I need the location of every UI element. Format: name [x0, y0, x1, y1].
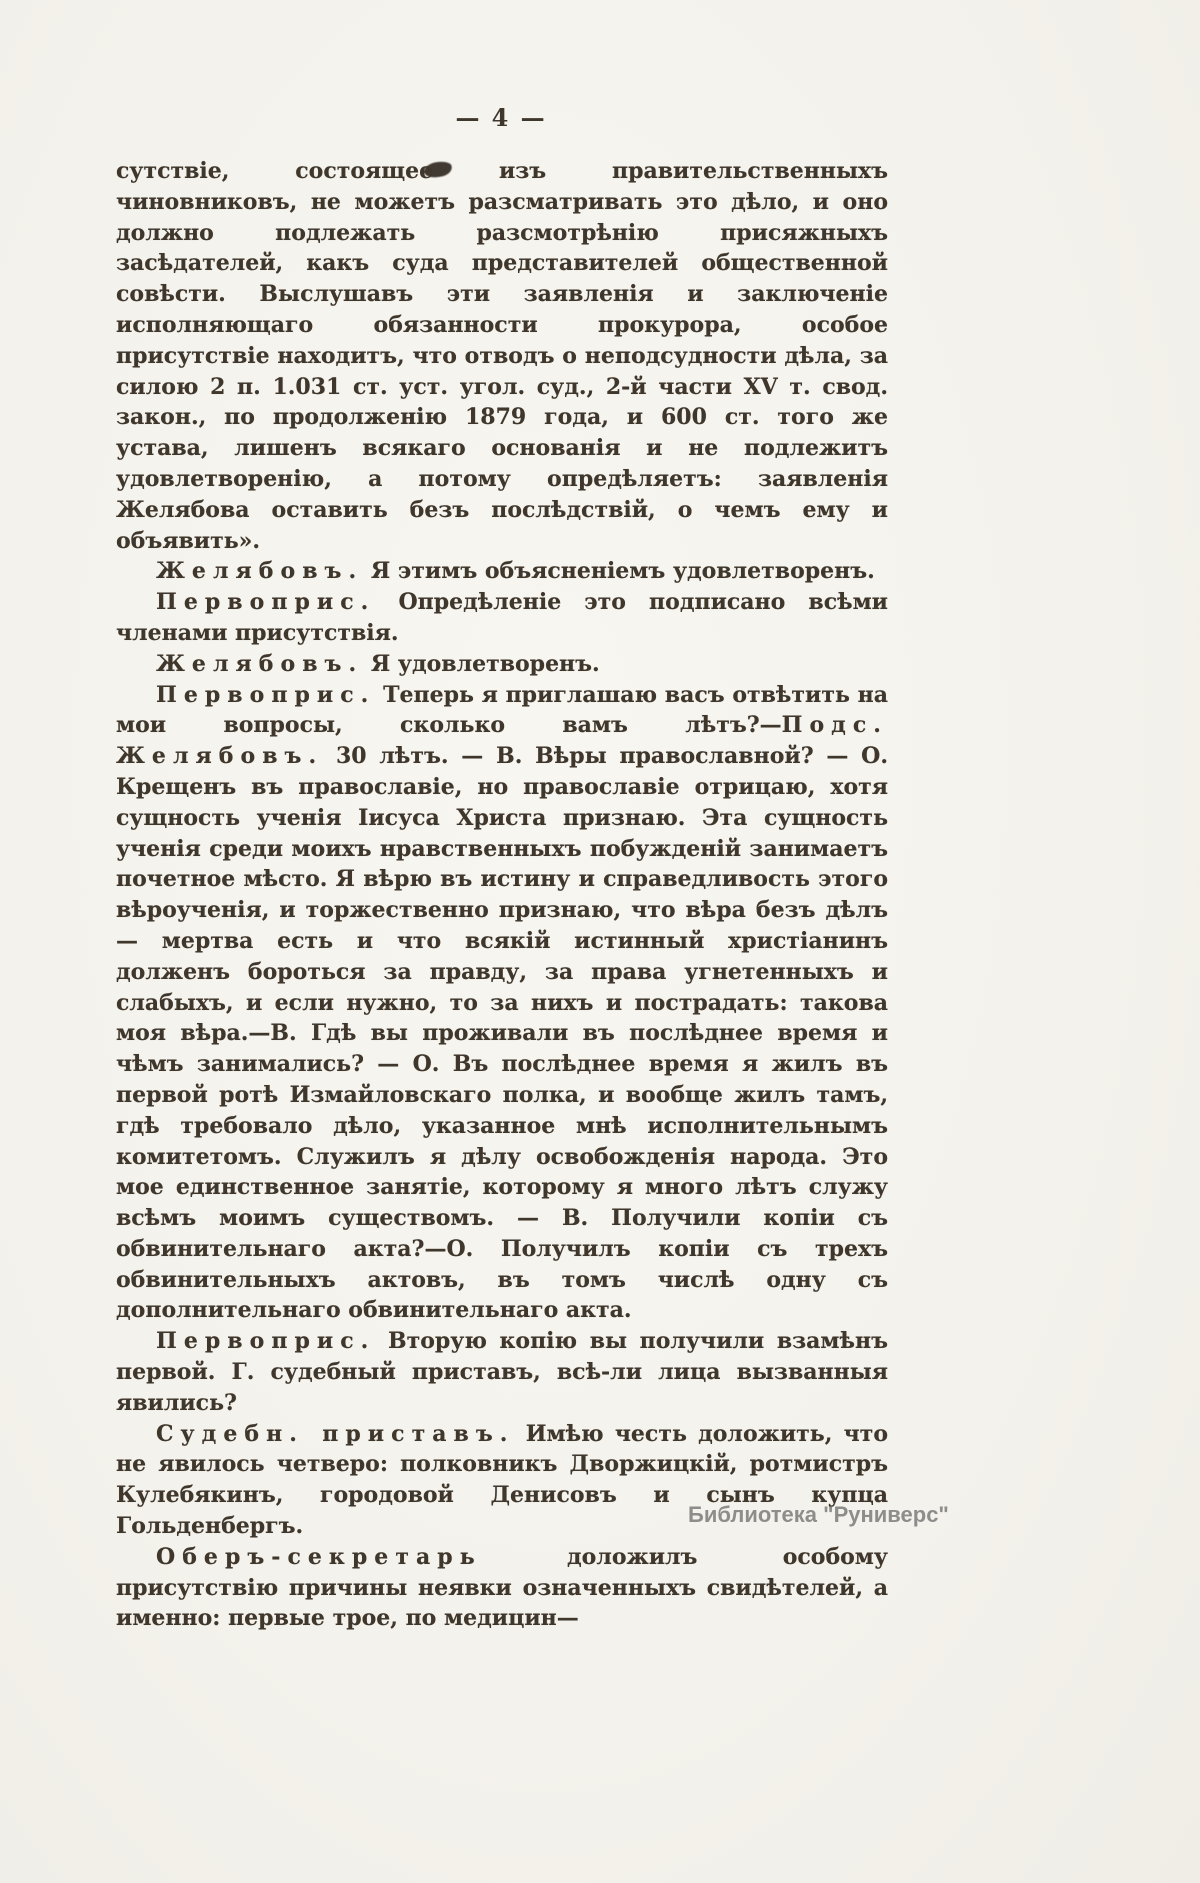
- paragraph-text: сутствіе, состоящее изъ правительственныхъ чиновниковъ, не можетъ разсматривать это дѣло, и оно должно подлежать разсмотрѣнію присяжныхъ засѣдателей, какъ суда представителей общественной совѣсти. Выслушавъ эти заявленія и заключеніе исполняющаго обязанности прокурора, особое присутствіе находитъ, что отводъ о неподсудности дѣла, за силою 2 п. 1.031 ст. уст. угол. суд., 2-й части XV т. свод. закон., по продолженію 1879 года, и 600 ст. того же устава, лишенъ всякаго основанія и не подлежитъ удовлетворенію, а потому опредѣляетъ: заявленія Желябова оставить безъ послѣдствій, о чемъ ему и объявить».: [116, 158, 888, 554]
- paragraph: [116, 1542, 888, 1634]
- paragraph-text: доложилъ особому присутствію причины неявки означенныхъ свидѣтелей, а именно: первые трое, по медицин—: [116, 1543, 888, 1632]
- paragraph: [116, 1326, 888, 1418]
- paragraph-text: Вторую копію вы получили взамѣнъ первой. Г. судебный приставъ, всѣ-ли лица вызванныя явились?: [116, 1328, 888, 1416]
- paragraph-text: Я удовлетворенъ.: [363, 650, 600, 677]
- page-text: [116, 156, 888, 1634]
- paragraph: [116, 649, 888, 680]
- paragraph: [116, 556, 888, 587]
- paragraph-text: Имѣю честь доложить, что не явилось четверо: полковникъ Дворжицкій, ротмистръ Кулебякинъ, городовой Денисовъ и сынъ купца Гольденбергъ.: [116, 1420, 888, 1540]
- paragraph: [116, 156, 888, 556]
- speaker-name: Судебн. приставъ.: [156, 1420, 515, 1447]
- library-watermark: Библиотека "Руниверс": [688, 1502, 949, 1527]
- speaker-name: Желябовъ.: [156, 650, 364, 677]
- speaker-name: Первоприс.: [156, 681, 376, 708]
- speaker-name: Желябовъ.: [156, 558, 364, 585]
- speaker-name: Оберъ-секретарь: [156, 1543, 482, 1570]
- speaker-name: Подс. Желябовъ.: [116, 712, 888, 770]
- speaker-name: Первоприс.: [156, 1328, 376, 1355]
- page-number: — 4 —: [455, 103, 547, 132]
- speaker-name: Первоприс.: [156, 589, 376, 616]
- paragraph-text: Опредѣленіе это подписано всѣми членами присутствія.: [116, 589, 888, 646]
- paragraph: [116, 680, 888, 1327]
- paragraph-text: 30 лѣтъ. — В. Вѣры православной? — О. Крещенъ въ православіе, но православіе отрицаю, хотя сущность ученія Іисуса Христа признаю. Эта сущность ученія среди моихъ нравственныхъ побужденій занимаетъ почетное мѣсто. Я вѣрю въ истину и справедливость этого вѣроученія, и торжественно признаю, что вѣра безъ дѣлъ — мертва есть и что всякій истинный христіанинъ долженъ бороться за правду, за права угнетенныхъ и слабыхъ, и если нужно, то за нихъ и пострадать: такова моя вѣра.—В. Гдѣ вы проживали въ послѣднее время и чѣмъ занимались? — О. Въ послѣднее время я жилъ въ первой ротѣ Измайловскаго полка, и вообще жилъ тамъ, гдѣ требовало дѣло, указанное мнѣ исполнительнымъ комитетомъ. Служилъ я дѣлу освобожденія народа. Это мое единственное занятіе, которому я много лѣтъ служу всѣмъ моимъ существомъ. — В. Получили копіи съ обвинительнаго акта?—О. Получилъ копіи съ трехъ обвинительныхъ актовъ, въ томъ числѣ одну съ дополнительнаго обвинительнаго акта.: [116, 743, 888, 1324]
- paragraph-text: Я этимъ объясненіемъ удовлетворенъ.: [363, 558, 875, 585]
- paragraph-text: Теперь я приглашаю васъ отвѣтить на мои вопросы, сколько вамъ лѣтъ?—: [116, 681, 888, 739]
- paragraph: [116, 587, 888, 649]
